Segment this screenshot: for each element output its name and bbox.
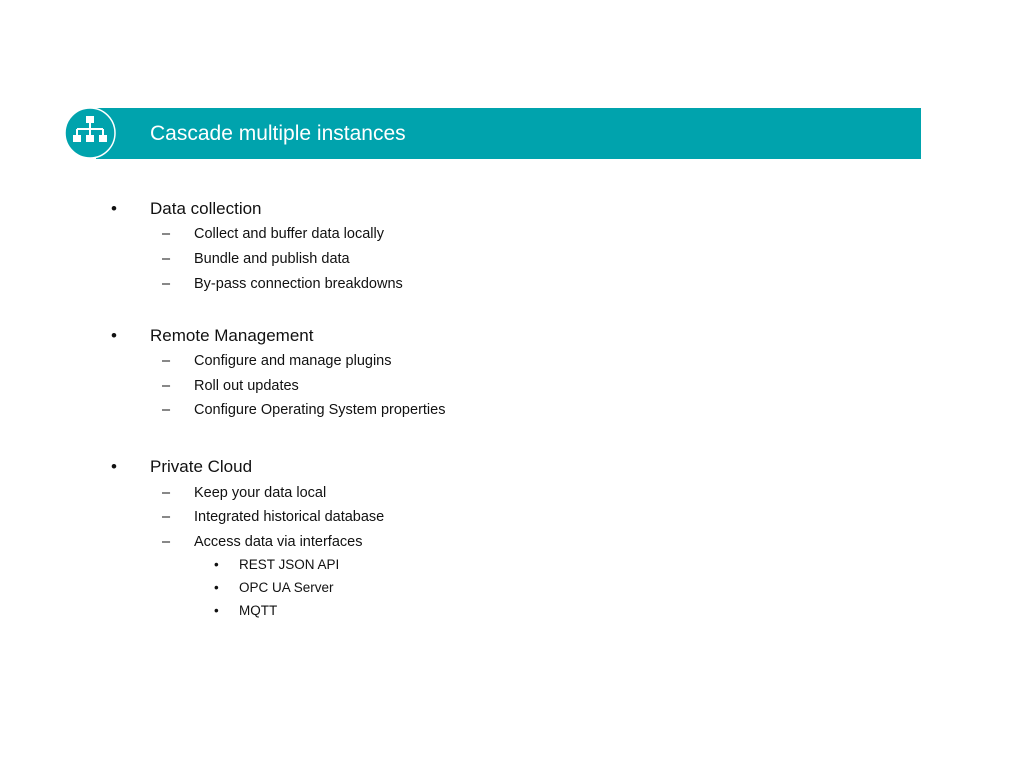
list-item: Bundle and publish data: [194, 251, 350, 267]
subitem-bullet: •: [214, 557, 219, 572]
item-dash: –: [162, 509, 171, 525]
item-dash: –: [162, 402, 171, 418]
item-dash: –: [162, 226, 171, 242]
list-item: Roll out updates: [194, 378, 299, 394]
section-bullet: •: [111, 199, 117, 218]
section-heading-private-cloud: Private Cloud: [150, 457, 253, 476]
section-heading-remote-management: Remote Management: [150, 326, 314, 345]
subitem-bullet: •: [214, 580, 219, 595]
item-dash: –: [162, 485, 171, 501]
section-heading-data-collection: Data collection: [150, 199, 262, 218]
item-dash: –: [162, 276, 171, 292]
sub-list-item: OPC UA Server: [239, 580, 334, 595]
list-item: Configure Operating System properties: [194, 402, 446, 418]
item-dash: –: [162, 534, 171, 550]
list-item: Integrated historical database: [194, 509, 385, 525]
item-dash: –: [162, 251, 171, 267]
org-chart-icon: [64, 107, 116, 159]
list-item: By-pass connection breakdowns: [194, 276, 403, 292]
subitem-bullet: •: [214, 603, 219, 618]
section-bullet: •: [111, 457, 117, 476]
slide-title: Cascade multiple instances: [150, 122, 406, 145]
sub-list-item: REST JSON API: [239, 557, 340, 572]
list-item: Keep your data local: [194, 485, 327, 501]
section-bullet: •: [111, 326, 117, 345]
list-item: Configure and manage plugins: [194, 353, 392, 369]
item-dash: –: [162, 353, 171, 369]
sub-list-item: MQTT: [239, 603, 278, 618]
list-item: Collect and buffer data locally: [194, 226, 384, 242]
item-dash: –: [162, 378, 171, 394]
title-badge: [64, 107, 116, 159]
list-item: Access data via interfaces: [194, 534, 363, 550]
